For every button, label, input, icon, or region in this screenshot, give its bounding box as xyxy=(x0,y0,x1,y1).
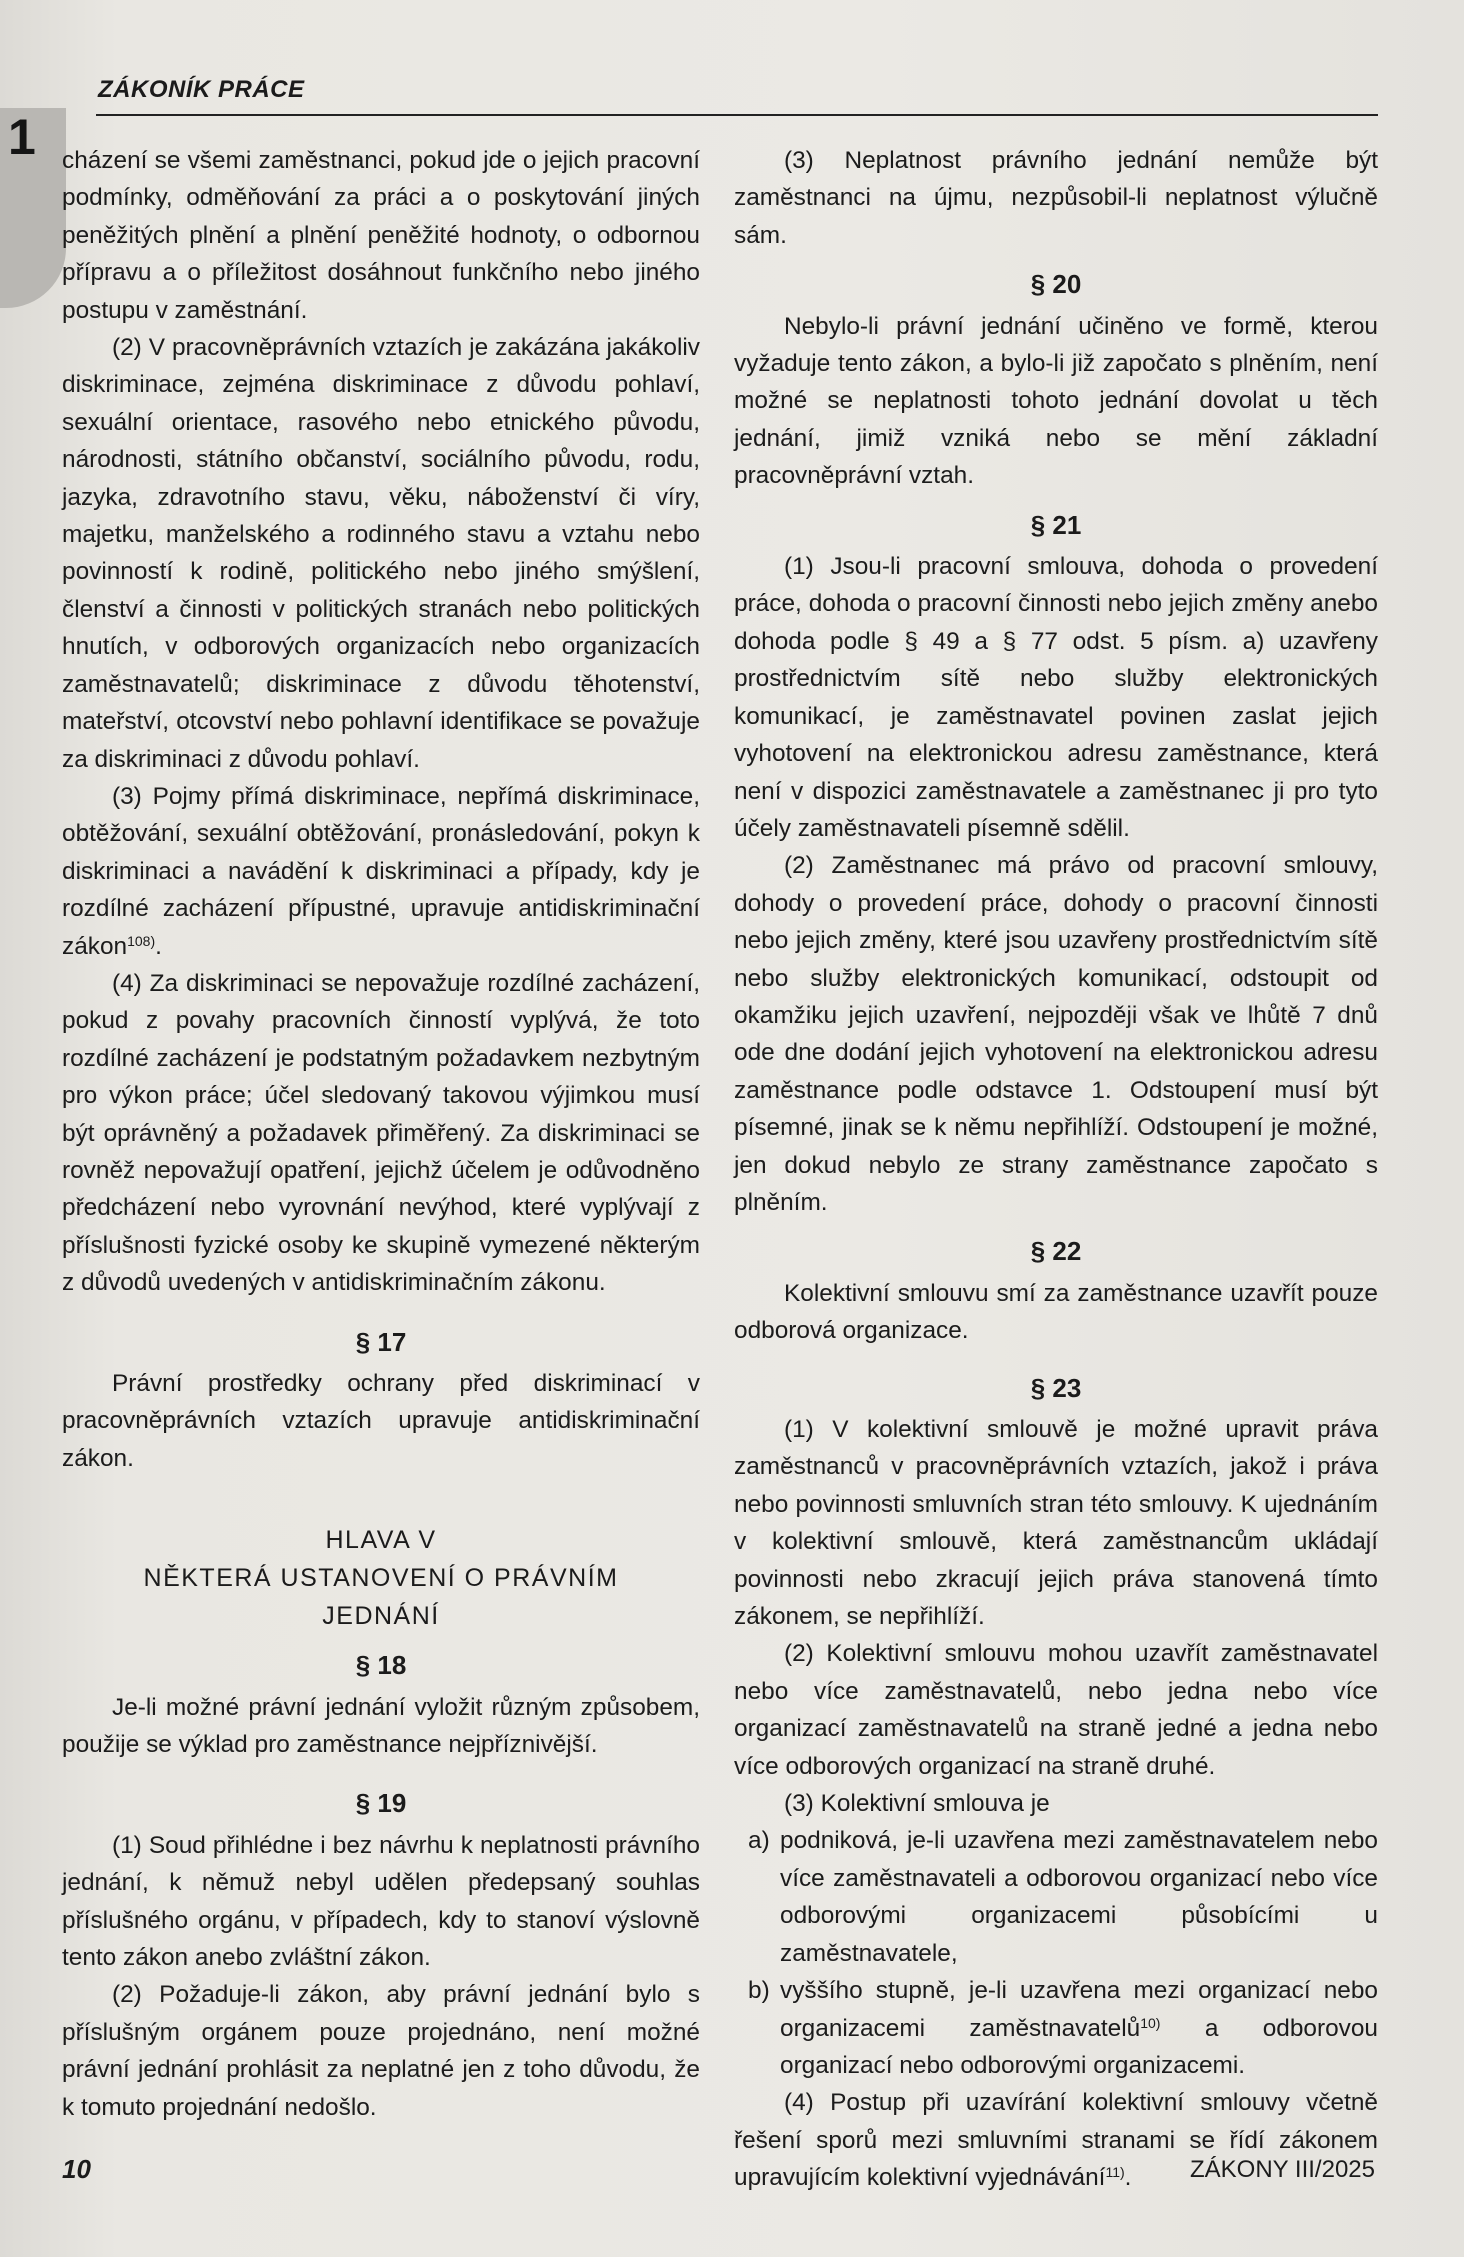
paragraph: Kolektivní smlouvu smí za zaměstnance uzavřít pouze odborová organizace. xyxy=(734,1279,1378,1345)
paragraph: (2) Zaměstnanec má právo od pracovní smlouvy, dohody o provedení práce, dohody o pracovní činnosti nebo jejich změny, které jsou uzavřeny prostřednictvím sítě nebo služby elektronických komunikací, odstoupit od okamžiku jejich uzavření, nejpozději však ve lhůtě 7 dnů ode dne dodání jejich vyhotovení na elektronickou adresu zaměstnance podle odstavce 1. Odstoupení musí být písemné, jinak se k němu nepřihlíží. Odstoupení je možné, jen dokud nebylo ze strany zaměstnance započato s plněním. xyxy=(734,852,1378,1216)
paragraph: (3) Neplatnost právního jednání nemůže být zaměstnanci na újmu, nezpůsobil-li neplatnost výlučně sám. xyxy=(734,147,1378,249)
footnote-ref: 108) xyxy=(127,932,156,949)
paragraph-end: . xyxy=(155,932,162,960)
section-heading-21: § 21 xyxy=(1030,509,1082,540)
section-heading-19: § 19 xyxy=(355,1788,407,1819)
section-heading-17: § 17 xyxy=(355,1326,407,1357)
paragraph: (2) Kolektivní smlouvu mohou uzavřít zaměstnavatel nebo více zaměstnavatelů, nebo jedna nebo více organizací zaměstnavatelů na straně jedné a jedna nebo více odborových organizací na straně druhé. xyxy=(734,1640,1378,1780)
paragraph: (2) V pracovněprávních vztazích je zakázána jakákoliv diskriminace, zejména diskriminace z důvodu pohlaví, sexuální orientace, rasového nebo etnického původu, národnosti, státního občanství, sociálního původu, rodu, jazyka, zdravotního stavu, věku, náboženství či víry, majetku, manželského a rodinného stavu a vztahu nebo povinností k rodině, politického nebo jiného smýšlení, členství a činnosti v politických stranách nebo politických hnutích, v odborových organizacích nebo organizacích zaměstnavatelů; diskriminace z důvodu těhotenství, mateřství, otcovství nebo pohlavní identifikace se považuje za diskriminaci z důvodu pohlaví. xyxy=(62,334,700,773)
section-heading-20: § 20 xyxy=(1030,269,1082,300)
list-label: b) xyxy=(748,1977,770,2005)
header-rule xyxy=(96,114,1378,116)
list-item-b xyxy=(734,1972,1378,2084)
list-text-part: vyššího stupně, je-li uzavřena mezi organizací nebo organizacemi zaměstnavatelů xyxy=(780,1977,1378,2042)
paragraph xyxy=(62,778,700,965)
list-text xyxy=(780,1972,1378,2084)
footnote-ref: 11) xyxy=(1105,2164,1125,2181)
list-text-part: a odborovou organizací nebo odborovými organizacemi. xyxy=(780,2014,1378,2079)
paragraph: (3) Kolektivní smlouva je xyxy=(784,1790,1050,1818)
chapter-heading-line: JEDNÁNÍ xyxy=(322,1602,440,1631)
paragraph: (1) V kolektivní smlouvě je možné upravit práva zaměstnanců v pracovněprávních vztazích, jakož i práva nebo povinnosti smluvních stran této smlouvy. K ujednáním v kolektivní smlouvě, která zaměstnancům ukládají povinnosti nebo zkracují jejich práva stanovená tímto zákonem, se nepřihlíží. xyxy=(734,1416,1378,1631)
paragraph: (1) Jsou-li pracovní smlouva, dohoda o provedení práce, dohoda o pracovní činnosti nebo jejich změny anebo dohoda podle § 49 a § 77 odst. 5 písm. a) uzavřeny prostřednictvím sítě nebo služby elektronických komunikací, je zaměstnavatel povinen zaslat jejich vyhotovení na elektronickou adresu zaměstnance, která není v dispozici zaměstnavatele a zaměstnanec ji pro tyto účely zaměstnavateli písemně sdělil. xyxy=(734,553,1378,842)
paragraph: cházení se všemi zaměstnanci, pokud jde o jejich pracovní podmínky, odměňování za práci a o poskytování jiných peněžitých plnění a plnění peněžité hodnoty, o odbornou přípravu a o příležitost dosáhnout funkčního nebo jiného postupu v zaměstnání. xyxy=(62,147,700,324)
paragraph: Nebylo-li právní jednání učiněno ve formě, kterou vyžaduje tento zákon, a bylo-li již započato s plněním, není možné se neplatnosti tohoto jednání dovolat u těch jednání, jimiž vzniká nebo se mění základní pracovněprávní vztah. xyxy=(734,312,1378,490)
chapter-heading xyxy=(62,1521,700,1635)
footnote-ref: 10) xyxy=(1140,2014,1161,2031)
list-label: a) xyxy=(748,1827,770,1855)
paragraph-text: (3) Pojmy přímá diskriminace, nepřímá diskriminace, obtěžování, sexuální obtěžování, pronásledování, pokyn k diskriminaci a navádění k diskriminaci a případy, kdy je rozdílné zacházení přípustné, upravuje antidiskriminační zákon xyxy=(62,782,700,960)
paragraph: (4) Za diskriminaci se nepovažuje rozdílné zacházení, pokud z povahy pracovních činností vyplývá, že toto rozdílné zacházení je podstatným požadavkem nezbytným pro výkon práce; účel sledovaný takovou výjimkou musí být oprávněný a požadavek přiměřený. Za diskriminaci se rovněž nepovažují opatření, jejichž účelem je odůvodněno předcházení nebo vyrovnání nevýhod, které vyplývají z příslušnosti fyzické osoby ke skupině vymezené některým z důvodů uvedených v antidiskriminačním zákonu. xyxy=(62,969,700,1297)
section-heading-18: § 18 xyxy=(355,1650,407,1681)
paragraph: Je-li možné právní jednání vyložit různým způsobem, použije se výklad pro zaměstnance nejpříznivější. xyxy=(62,1693,700,1759)
chapter-tab-number: 1 xyxy=(8,109,36,165)
section-heading-23: § 23 xyxy=(1030,1372,1082,1403)
list-text: podniková, je-li uzavřena mezi zaměstnavatelem nebo více zaměstnavateli a odborovou organizací nebo více odborovými organizacemi působícími u zaměstnavatele, xyxy=(780,1827,1378,1967)
paragraph: (1) Soud přihlédne i bez návrhu k neplatnosti právního jednání, k němuž nebyl udělen předepsaný souhlas příslušného orgánu, v případech, kdy to stanoví výslovně tento zákon anebo zvláštní zákon. xyxy=(62,1831,700,1972)
paragraph: Právní prostředky ochrany před diskriminací v pracovněprávních vztazích upravuje antidiskriminační zákon. xyxy=(62,1370,700,1472)
paragraph-text: (4) Postup při uzavírání kolektivní smlouvy včetně řešení sporů mezi smluvními stranami se řídí zákonem upravujícím kolektivní vyjednávání xyxy=(734,2089,1378,2192)
paragraph-end: . xyxy=(1124,2164,1132,2192)
paragraph: (2) Požaduje-li zákon, aby právní jednání bylo s příslušným orgánem pouze projednáno, není možné právní jednání prohlásit za neplatné jen z toho důvodu, že k tomuto projednání nedošlo. xyxy=(62,1981,700,2121)
section-heading-22: § 22 xyxy=(1030,1236,1082,1267)
chapter-heading-line: HLAVA V xyxy=(325,1526,437,1555)
publication-label: ZÁKONY III/2025 xyxy=(1190,2156,1375,2183)
right-column xyxy=(734,142,1378,2197)
running-title: ZÁKONÍK PRÁCE xyxy=(98,76,305,103)
list-item-a xyxy=(734,1822,1378,1972)
chapter-heading-line: NĚKTERÁ USTANOVENÍ O PRÁVNÍM xyxy=(143,1564,619,1593)
page-number: 10 xyxy=(62,2154,91,2184)
left-column xyxy=(62,142,700,2126)
